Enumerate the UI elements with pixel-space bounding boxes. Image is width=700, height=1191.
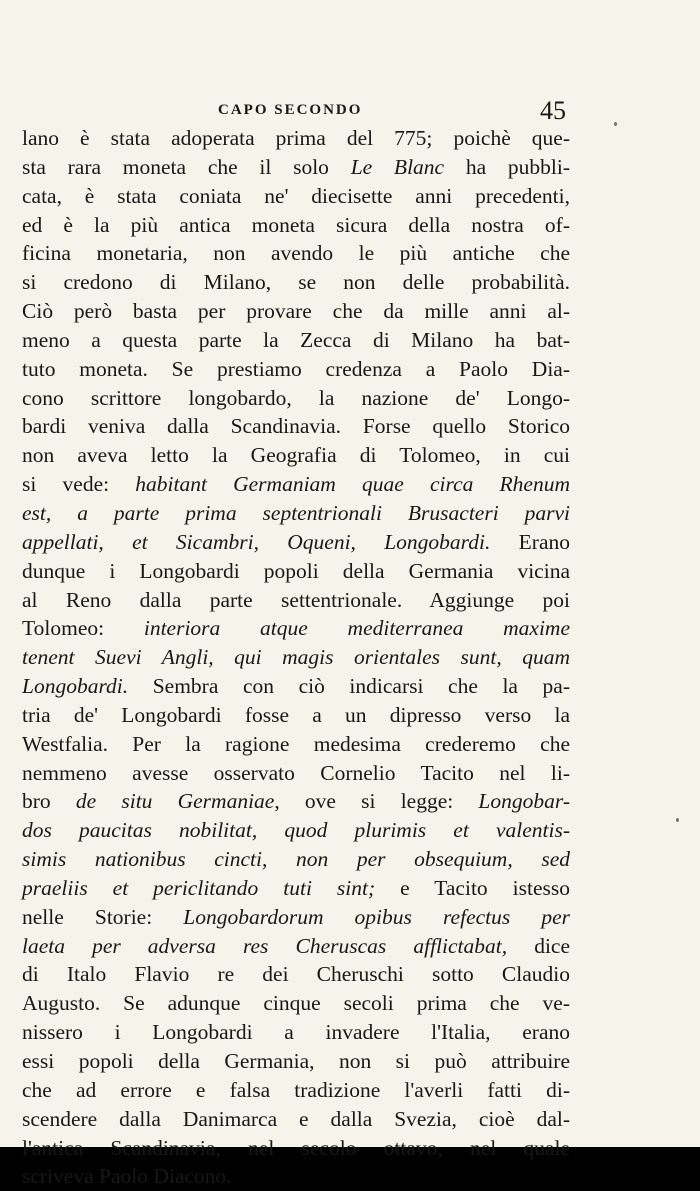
text-run: di Italo Flavio re dei Cheruschi sotto Claudio (22, 962, 570, 987)
text-line (22, 124, 570, 153)
text-run: sta rara moneta che il solo (22, 154, 351, 179)
text-run: meno a questa parte la Zecca di Milano ha bat- (22, 327, 570, 352)
text-line (22, 1076, 570, 1105)
body-text (22, 124, 570, 1191)
text-line (22, 470, 570, 499)
text-run: dunque i Longobardi popoli della Germania vicina (22, 558, 570, 583)
text-run: cono scrittore longobardo, la nazione de' Longo- (22, 385, 570, 410)
text-line (22, 297, 570, 326)
text-run: nemmeno avesse osservato Cornelio Tacito nel li- (22, 760, 570, 785)
text-line (22, 759, 570, 788)
text-line (22, 989, 570, 1018)
text-line (22, 960, 570, 989)
text-line (22, 874, 570, 903)
italic-text: laeta per adversa res Cheruscas afflictabat, (22, 933, 508, 958)
italic-text: tenent Suevi Angli, qui magis orientales sunt, quam (22, 645, 570, 670)
text-line (22, 412, 570, 441)
text-line (22, 528, 570, 557)
text-run: tuto moneta. Se prestiamo credenza a Paolo Dia- (22, 356, 570, 381)
text-line (22, 816, 570, 845)
text-run: Sembra con ciò indicarsi che la pa- (128, 674, 570, 699)
text-run: lano è stata adoperata prima del 775; poichè que- (22, 126, 570, 150)
text-line (22, 672, 570, 701)
text-run: ficina monetaria, non avendo le più antiche che (22, 241, 570, 266)
text-run: Westfalia. Per la ragione medesima crederemo che (22, 731, 570, 756)
text-line (22, 1134, 570, 1163)
text-run: bro (22, 789, 76, 814)
italic-text: praeliis et periclitando tuti sint; (22, 875, 376, 900)
text-run: Ciò però basta per provare che da mille anni al- (22, 299, 570, 324)
text-line (22, 1047, 570, 1076)
italic-text: Le Blanc (350, 154, 445, 179)
text-run: Augusto. Se adunque cinque secoli prima che ve- (22, 991, 570, 1016)
paper-speck (676, 818, 679, 822)
italic-text: simis nationibus cincti, non per obsequium, sed (22, 847, 570, 872)
text-line (22, 787, 570, 816)
text-line (22, 903, 570, 932)
italic-text: Longobardorum opibus refectus per (183, 904, 570, 929)
text-run: bardi veniva dalla Scandinavia. Forse quello Storico (22, 414, 570, 439)
text-run: scriveva Paolo Diacono. (22, 1164, 232, 1189)
text-line (22, 845, 570, 874)
text-line (22, 355, 570, 384)
text-run: dice (507, 933, 571, 958)
italic-text: est, a parte prima septentrionali Brusacteri parvi (22, 500, 570, 525)
text-run: si credono di Milano, se non delle probabilità. (22, 270, 570, 295)
text-run: , ove si legge: (274, 789, 479, 814)
text-run: e Tacito istesso (375, 875, 570, 900)
italic-text: interiora atque mediterranea maxime (143, 616, 570, 641)
text-run: l'antica Scandinavia, nel secolo ottavo, nel quale (22, 1135, 570, 1160)
text-line (22, 326, 570, 355)
text-line (22, 1162, 570, 1191)
text-line (22, 268, 570, 297)
text-line (22, 239, 570, 268)
text-run: essi popoli della Germania, non si può attribuire (22, 1049, 570, 1073)
italic-text: dos paucitas nobilitat, quod plurimis et valentis- (22, 818, 570, 843)
text-line (22, 211, 570, 240)
text-run: scendere dalla Danimarca e dalla Svezia, cioè dal- (22, 1106, 570, 1131)
text-run: ha pubbli- (444, 154, 570, 179)
text-run: non aveva letto la Geografia di Tolomeo, in cui (22, 443, 570, 468)
italic-text: habitant Germaniam quae circa Rhenum (135, 472, 570, 497)
text-line (22, 614, 570, 643)
text-line (22, 586, 570, 615)
italic-text: Longobar- (478, 789, 570, 814)
text-run: al Reno dalla parte settentrionale. Aggiunge poi (22, 587, 570, 612)
text-run: tria de' Longobardi fosse a un dipresso verso la (22, 702, 570, 727)
page-number: 45 (540, 96, 566, 125)
text-run: nissero i Longobardi a invadere l'Italia, erano (22, 1020, 570, 1045)
text-line (22, 557, 570, 586)
text-run: Erano (490, 529, 570, 554)
italic-text: appellati, et Sicambri, Oqueni, Longobardi. (22, 529, 491, 554)
text-run: nelle Storie: (22, 904, 184, 929)
text-line (22, 932, 570, 961)
text-run: cata, è stata coniata ne' diecisette anni precedenti, (22, 183, 570, 208)
italic-text: Longobardi. (22, 674, 129, 699)
text-line (22, 730, 570, 759)
text-line (22, 1018, 570, 1047)
text-line (22, 701, 570, 730)
running-title: CAPO SECONDO (218, 102, 363, 118)
text-line (22, 441, 570, 470)
text-run: Tolomeo: (22, 616, 144, 641)
text-line (22, 643, 570, 672)
italic-text: de situ Germaniae (75, 789, 275, 814)
text-line (22, 499, 570, 528)
text-run: ed è la più antica moneta sicura della nostra of- (22, 212, 570, 237)
page-header (0, 96, 700, 126)
text-run: che ad errore e falsa tradizione l'averli fatti di- (22, 1077, 570, 1102)
text-line (22, 1105, 570, 1134)
text-line (22, 182, 570, 211)
text-run: si vede: (22, 472, 136, 497)
paper-speck (614, 122, 617, 126)
text-line (22, 384, 570, 413)
text-line (22, 153, 570, 182)
